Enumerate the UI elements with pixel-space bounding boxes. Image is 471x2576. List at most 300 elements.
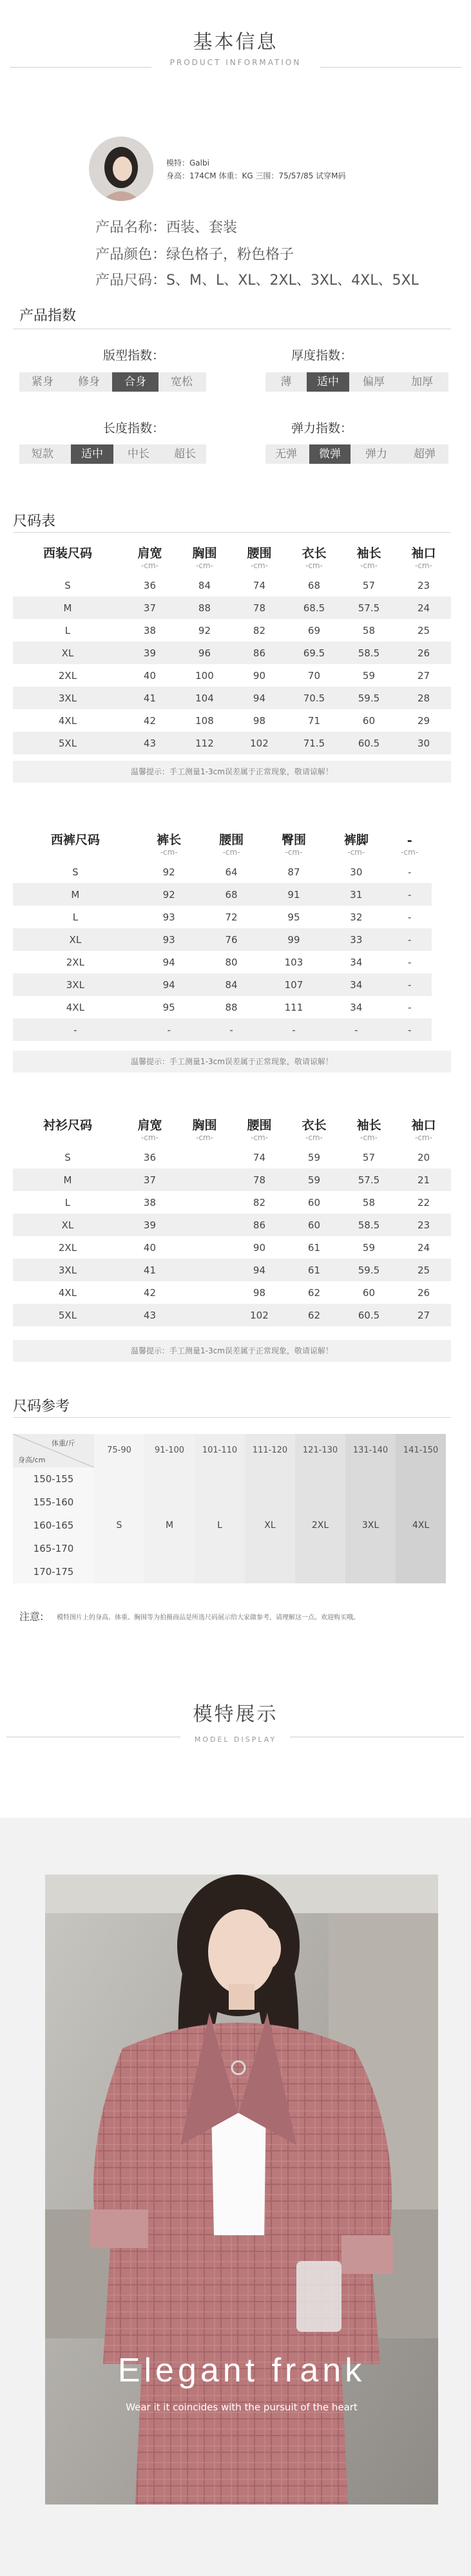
recommended-size: L (195, 1467, 245, 1583)
length-option: 短款 (32, 448, 53, 461)
shirt-header: 袖口 (411, 1118, 436, 1132)
measurement-cell: 95 (162, 1001, 175, 1013)
measurement-cell: 95 (287, 911, 300, 923)
length-option-selected: 适中 (71, 444, 113, 464)
measurement-cell: 33 (325, 928, 387, 951)
table-row (13, 1191, 451, 1214)
measurement-cell: 57 (362, 579, 376, 591)
unit-cell: -cm- (140, 561, 159, 570)
measurement-cell: 38 (143, 1196, 157, 1208)
recommended-size: M (144, 1467, 195, 1583)
measurement-cell: 58 (362, 624, 376, 636)
shirt-header: 袖长 (356, 1118, 381, 1132)
measurement-cell: - (407, 956, 412, 968)
basic-info-title-cn: 基本信息 (193, 31, 278, 53)
recommended-size: S (94, 1467, 144, 1583)
table-row (13, 861, 432, 883)
measurement-cell: 71 (307, 714, 321, 727)
measurement-cell (177, 1236, 232, 1259)
note-text: 模特图片上的身高、体重、胸围等为拍摄商品是所选尺码展示给大家做参考，请理解这一点。欢迎购买哦。 (57, 1614, 360, 1621)
measurement-cell: - (263, 1018, 325, 1041)
size-label-cell: M (13, 596, 122, 619)
unit-cell: -cm- (160, 848, 178, 857)
elastic-label: 弹力指数： (291, 421, 353, 435)
height-range: 165-170 (13, 1537, 94, 1560)
measurement-cell: 39 (122, 642, 177, 664)
measurement-cell: - (407, 1001, 412, 1013)
weight-range: 131-140 (345, 1434, 396, 1467)
measurement-cell: 78 (232, 1169, 287, 1191)
size-label-cell: S (64, 579, 71, 591)
measurement-cell: 80 (225, 956, 238, 968)
shirt-table-body (13, 1146, 451, 1326)
pants-header: 西裤尺码 (50, 833, 100, 847)
banner-subtitle: Wear it it coincides with the pursuit of the heart (126, 2401, 358, 2413)
size-ref-corner (13, 1434, 94, 1467)
measurement-cell: 36 (143, 579, 157, 591)
pants-table-body (13, 861, 432, 1041)
measurement-cell: 107 (263, 973, 325, 996)
measurement-cell (177, 1259, 232, 1281)
model-photo (45, 1875, 438, 2504)
corner-height-label: 身高/cm (18, 1456, 46, 1464)
measurement-cell: 92 (162, 866, 175, 878)
unit-cell: -cm- (195, 561, 213, 570)
weight-range: 101-110 (195, 1434, 245, 1467)
measurement-cell: 90 (253, 669, 266, 682)
product-size: 产品尺码：S、M、L、XL、2XL、3XL、4XL、5XL (95, 272, 419, 289)
suit-table-body (13, 574, 451, 754)
table-row (13, 1018, 432, 1041)
thickness-label: 厚度指数： (291, 348, 353, 363)
size-label-cell: 5XL (13, 732, 122, 754)
measurement-cell: 58 (362, 1196, 376, 1208)
measurement-cell: 42 (143, 1286, 157, 1299)
unit-cell (13, 1133, 122, 1146)
measurement-cell: 74 (253, 579, 266, 591)
measurement-cell: 92 (138, 883, 200, 906)
measurement-cell: 60 (287, 1214, 341, 1236)
measurement-cell: 61 (307, 1241, 321, 1254)
measurement-cell: 60.5 (341, 1304, 396, 1326)
unit-cell: -cm- (347, 848, 365, 857)
weight-range: 111-120 (245, 1434, 295, 1467)
measurement-cell: 30 (396, 732, 451, 754)
table-row (13, 732, 451, 754)
recommended-size: XL (245, 1467, 295, 1583)
measurement-cell: 25 (417, 624, 430, 636)
size-label-cell: 5XL (13, 1304, 122, 1326)
measurement-cell: 43 (122, 732, 177, 754)
fit-option: 修身 (78, 376, 100, 388)
unit-cell: -cm- (415, 561, 432, 570)
measurement-cell: 99 (263, 928, 325, 951)
measurement-cell: 21 (396, 1169, 451, 1191)
measurement-cell: 68 (307, 579, 321, 591)
fit-option-selected: 合身 (112, 372, 159, 392)
suit-header: 腰围 (247, 546, 272, 560)
thickness-option: 薄 (280, 376, 292, 388)
measurement-cell: 68.5 (287, 596, 341, 619)
model-name: 模特：Galbi (166, 158, 209, 167)
size-label-cell: XL (13, 928, 138, 951)
shirt-header: 衣长 (302, 1118, 327, 1132)
weight-range: 75-90 (94, 1434, 144, 1467)
size-ref-grid (13, 1434, 451, 1583)
table-row (13, 1214, 451, 1236)
measurement-cell: 43 (122, 1304, 177, 1326)
unit-cell (13, 561, 122, 574)
size-label-cell: M (13, 883, 138, 906)
measurement-cell: 58.5 (341, 642, 396, 664)
size-label-cell: 2XL (66, 956, 84, 968)
length-label: 长度指数： (103, 421, 165, 435)
measurement-cell: 84 (198, 579, 211, 591)
size-label-cell: L (64, 624, 71, 636)
measurement-cell: 93 (138, 928, 200, 951)
measurement-cell: 41 (122, 687, 177, 709)
size-label-cell: 2XL (58, 669, 77, 682)
shirt-header: 肩宽 (137, 1118, 162, 1132)
measurement-cell: 37 (122, 596, 177, 619)
size-table-rule (13, 532, 451, 533)
suit-table-tip: 温馨提示：手工测量1-3cm误差属于正常现象，敬请谅解！ (13, 761, 451, 783)
measurement-cell: 103 (284, 956, 303, 968)
measurement-cell: 59 (362, 1241, 376, 1254)
measurement-cell: 26 (417, 1286, 430, 1299)
measurement-cell: 92 (198, 624, 211, 636)
shirt-table-tip: 温馨提示：手工测量1-3cm误差属于正常现象，敬请谅解！ (13, 1340, 451, 1362)
measurement-cell: 94 (232, 687, 287, 709)
measurement-cell (177, 1214, 232, 1236)
unit-cell: -cm- (360, 561, 378, 570)
basic-info-title-en: PRODUCT INFORMATION (169, 58, 302, 67)
measurement-cell: - (387, 973, 432, 996)
size-label-cell: XL (13, 642, 122, 664)
suit-header: 衣长 (302, 546, 327, 560)
size-label-cell: 4XL (66, 1001, 84, 1013)
thickness-option: 加厚 (411, 376, 433, 388)
measurement-cell: 26 (396, 642, 451, 664)
suit-size-table (13, 540, 451, 754)
height-range: 160-165 (13, 1514, 94, 1537)
measurement-cell: 24 (417, 1241, 430, 1254)
model-stats: 身高：174CM 体重：KG 三围：75/57/85 试穿M码 (166, 171, 346, 180)
measurement-cell: 25 (396, 1259, 451, 1281)
measurement-cell: - (387, 1018, 432, 1041)
measurement-cell: 34 (325, 973, 387, 996)
pants-table-tip: 温馨提示：手工测量1-3cm误差属于正常现象，敬请谅解！ (13, 1051, 451, 1073)
measurement-cell: 40 (143, 1241, 157, 1254)
measurement-cell: 24 (396, 596, 451, 619)
unit-cell: -cm- (140, 1133, 159, 1142)
measurement-cell: 93 (162, 911, 175, 923)
size-label-cell: 3XL (13, 973, 138, 996)
measurement-cell: 27 (417, 669, 430, 682)
shirt-header: 胸围 (192, 1118, 217, 1132)
size-label-cell: L (64, 1196, 71, 1208)
table-row (13, 574, 451, 596)
measurement-cell: 112 (177, 732, 232, 754)
height-range: 170-175 (13, 1560, 94, 1583)
measurement-cell: 78 (232, 596, 287, 619)
measurement-cell: 82 (253, 624, 266, 636)
unit-cell (13, 848, 138, 861)
table-row (13, 928, 432, 951)
size-label-cell: L (72, 911, 79, 923)
table-row (13, 951, 432, 973)
recommended-size: 2XL (295, 1467, 345, 1583)
measurement-cell: 60.5 (341, 732, 396, 754)
measurement-cell: 29 (417, 714, 430, 727)
banner-title: Elegant frank (117, 2352, 366, 2389)
unit-cell: -cm- (195, 1133, 213, 1142)
table-row (13, 906, 432, 928)
measurement-cell: 88 (225, 1001, 238, 1013)
size-ref-heading: 尺码参考 (13, 1398, 70, 1415)
measurement-cell: - (325, 1018, 387, 1041)
measurement-cell: 28 (396, 687, 451, 709)
unit-cell: -cm- (401, 848, 419, 857)
table-row (13, 996, 432, 1018)
measurement-cell: 111 (284, 1001, 303, 1013)
measurement-cell: 34 (350, 1001, 363, 1013)
table-row (13, 1304, 451, 1326)
length-option: 超长 (174, 448, 196, 461)
measurement-cell: 23 (417, 579, 430, 591)
corner-weight-label: 体重/斤 (52, 1439, 75, 1447)
size-label-cell: - (13, 1018, 138, 1041)
measurement-cell: 104 (177, 687, 232, 709)
size-label-cell: 4XL (58, 1286, 77, 1299)
table-row (13, 642, 451, 664)
measurement-cell: 36 (143, 1151, 157, 1163)
unit-cell: -cm- (222, 848, 240, 857)
measurement-cell: 32 (350, 911, 363, 923)
measurement-cell: 42 (143, 714, 157, 727)
measurement-cell: 90 (253, 1241, 266, 1254)
measurement-cell: - (387, 883, 432, 906)
measurement-cell: 38 (143, 624, 157, 636)
measurement-cell: 59 (287, 1169, 341, 1191)
measurement-cell: 86 (232, 1214, 287, 1236)
table-row (13, 973, 432, 996)
measurement-cell: 57.5 (341, 1169, 396, 1191)
elastic-option-selected: 微弹 (309, 444, 351, 464)
indices-heading: 产品指数 (19, 308, 77, 324)
measurement-cell: 59 (307, 1151, 321, 1163)
unit-cell: -cm- (250, 561, 268, 570)
pants-header: - (407, 834, 412, 848)
height-range: 150-155 (13, 1467, 94, 1491)
recommended-size: 4XL (396, 1467, 446, 1583)
measurement-cell: 60 (307, 1196, 321, 1208)
measurement-cell: 87 (287, 866, 300, 878)
size-label-cell: S (72, 866, 79, 878)
measurement-cell: 64 (225, 866, 238, 878)
measurement-cell: 86 (232, 642, 287, 664)
model-avatar (89, 137, 153, 201)
table-row (13, 1146, 451, 1169)
measurement-cell: 23 (396, 1214, 451, 1236)
size-label-cell: 4XL (58, 714, 77, 727)
measurement-cell: 69 (307, 624, 321, 636)
weight-range: 121-130 (295, 1434, 345, 1467)
measurement-cell: 31 (325, 883, 387, 906)
elastic-option: 无弹 (275, 448, 297, 461)
table-row (13, 1281, 451, 1304)
product-color: 产品颜色：绿色格子，粉色格子 (95, 247, 294, 263)
weight-range: 141-150 (396, 1434, 446, 1467)
shirt-size-table (13, 1112, 451, 1326)
measurement-cell: 20 (417, 1151, 430, 1163)
measurement-cell: 98 (253, 714, 266, 727)
pants-header: 裤长 (157, 833, 182, 847)
table-row (13, 1236, 451, 1259)
product-name: 产品名称：西装、套装 (95, 220, 238, 236)
measurement-cell: 27 (396, 1304, 451, 1326)
length-option: 中长 (128, 448, 149, 461)
measurement-cell: - (407, 866, 412, 878)
thickness-option-selected: 适中 (307, 372, 349, 392)
measurement-cell: 37 (122, 1169, 177, 1191)
measurement-cell: - (200, 1018, 263, 1041)
shirt-header: 腰围 (247, 1118, 272, 1132)
measurement-cell: 30 (350, 866, 363, 878)
measurement-cell: 102 (232, 732, 287, 754)
measurement-cell: 100 (195, 669, 214, 682)
measurement-cell: 76 (200, 928, 263, 951)
measurement-cell: 74 (253, 1151, 266, 1163)
measurement-cell: - (387, 928, 432, 951)
measurement-cell: 59.5 (341, 687, 396, 709)
suit-header: 西装尺码 (43, 546, 92, 560)
thickness-option: 偏厚 (363, 376, 385, 388)
table-row (13, 1169, 451, 1191)
measurement-cell (177, 1304, 232, 1326)
size-label-cell: 3XL (13, 687, 122, 709)
measurement-cell: 94 (138, 973, 200, 996)
measurement-cell: 40 (143, 669, 157, 682)
measurement-cell: 57.5 (341, 596, 396, 619)
size-table-heading: 尺码表 (13, 513, 56, 530)
size-label-cell: 3XL (13, 1259, 122, 1281)
measurement-cell: 71.5 (287, 732, 341, 754)
size-ref-rule (13, 1417, 451, 1418)
suit-header: 袖长 (356, 546, 381, 560)
measurement-cell (177, 1281, 232, 1304)
measurement-cell (177, 1169, 232, 1191)
table-row (13, 596, 451, 619)
measurement-cell: 84 (200, 973, 263, 996)
model-display-title (0, 1698, 471, 1744)
measurement-cell: 72 (225, 911, 238, 923)
model-display-title-en: MODEL DISPLAY (194, 1735, 277, 1744)
pants-header: 臀围 (281, 833, 306, 847)
shirt-header: 衬衫尺码 (43, 1118, 92, 1132)
basic-info-title (0, 26, 471, 67)
model-display-title-cn: 模特展示 (193, 1703, 278, 1726)
measurement-cell: 68 (200, 883, 263, 906)
table-row (13, 619, 451, 642)
measurement-cell: 41 (122, 1259, 177, 1281)
table-row (13, 664, 451, 687)
measurement-cell: 108 (195, 714, 214, 727)
elastic-option: 超弹 (414, 448, 436, 461)
unit-cell: -cm- (415, 1133, 432, 1142)
measurement-cell: - (138, 1018, 200, 1041)
measurement-cell: 59 (362, 669, 376, 682)
measurement-cell: 34 (350, 956, 363, 968)
fit-option: 宽松 (171, 376, 193, 388)
measurement-cell: 62 (287, 1304, 341, 1326)
measurement-cell: 60 (362, 714, 376, 727)
measurement-cell (177, 1146, 232, 1169)
measurement-cell: 39 (122, 1214, 177, 1236)
measurement-cell (177, 1191, 232, 1214)
measurement-cell: 69.5 (287, 642, 341, 664)
measurement-cell: 94 (232, 1259, 287, 1281)
pants-size-table (13, 826, 432, 1041)
title-rule-left (10, 67, 151, 68)
measurement-cell: 82 (253, 1196, 266, 1208)
measurement-cell: 58.5 (341, 1214, 396, 1236)
measurement-cell: 91 (263, 883, 325, 906)
measurement-cell: 61 (287, 1259, 341, 1281)
measurement-cell: 60 (362, 1286, 376, 1299)
unit-cell: -cm- (250, 1133, 268, 1142)
table-row (13, 687, 451, 709)
measurement-cell: 70 (307, 669, 321, 682)
unit-cell: -cm- (360, 1133, 378, 1142)
measurement-cell: 70.5 (287, 687, 341, 709)
measurement-cell: - (407, 911, 412, 923)
measurement-cell: 22 (417, 1196, 430, 1208)
size-label-cell: M (13, 1169, 122, 1191)
unit-cell: -cm- (305, 561, 323, 570)
unit-cell: -cm- (285, 848, 303, 857)
elastic-option: 弹力 (365, 448, 387, 461)
unit-cell: -cm- (305, 1133, 323, 1142)
size-label-cell: 2XL (58, 1241, 77, 1254)
suit-header: 胸围 (192, 546, 217, 560)
measurement-cell: 94 (162, 956, 175, 968)
weight-range: 91-100 (144, 1434, 195, 1467)
measurement-cell: 96 (177, 642, 232, 664)
title-rule-right (320, 67, 461, 68)
size-label-cell: S (64, 1151, 71, 1163)
recommended-size: 3XL (345, 1467, 396, 1583)
table-row (13, 883, 432, 906)
fit-option: 紧身 (32, 376, 53, 388)
fit-label: 版型指数： (103, 348, 165, 363)
height-range: 155-160 (13, 1491, 94, 1514)
suit-header: 袖口 (411, 546, 436, 560)
measurement-cell: 88 (177, 596, 232, 619)
pants-header: 腰围 (219, 833, 244, 847)
table-row (13, 709, 451, 732)
measurement-cell: 62 (307, 1286, 321, 1299)
size-label-cell: XL (13, 1214, 122, 1236)
suit-header: 肩宽 (137, 546, 162, 560)
measurement-cell: 98 (253, 1286, 266, 1299)
note-label: 注意: (19, 1610, 44, 1623)
measurement-cell: 59.5 (341, 1259, 396, 1281)
pants-header: 裤脚 (343, 833, 369, 847)
measurement-cell: 102 (232, 1304, 287, 1326)
table-row (13, 1259, 451, 1281)
measurement-cell: 57 (362, 1151, 376, 1163)
